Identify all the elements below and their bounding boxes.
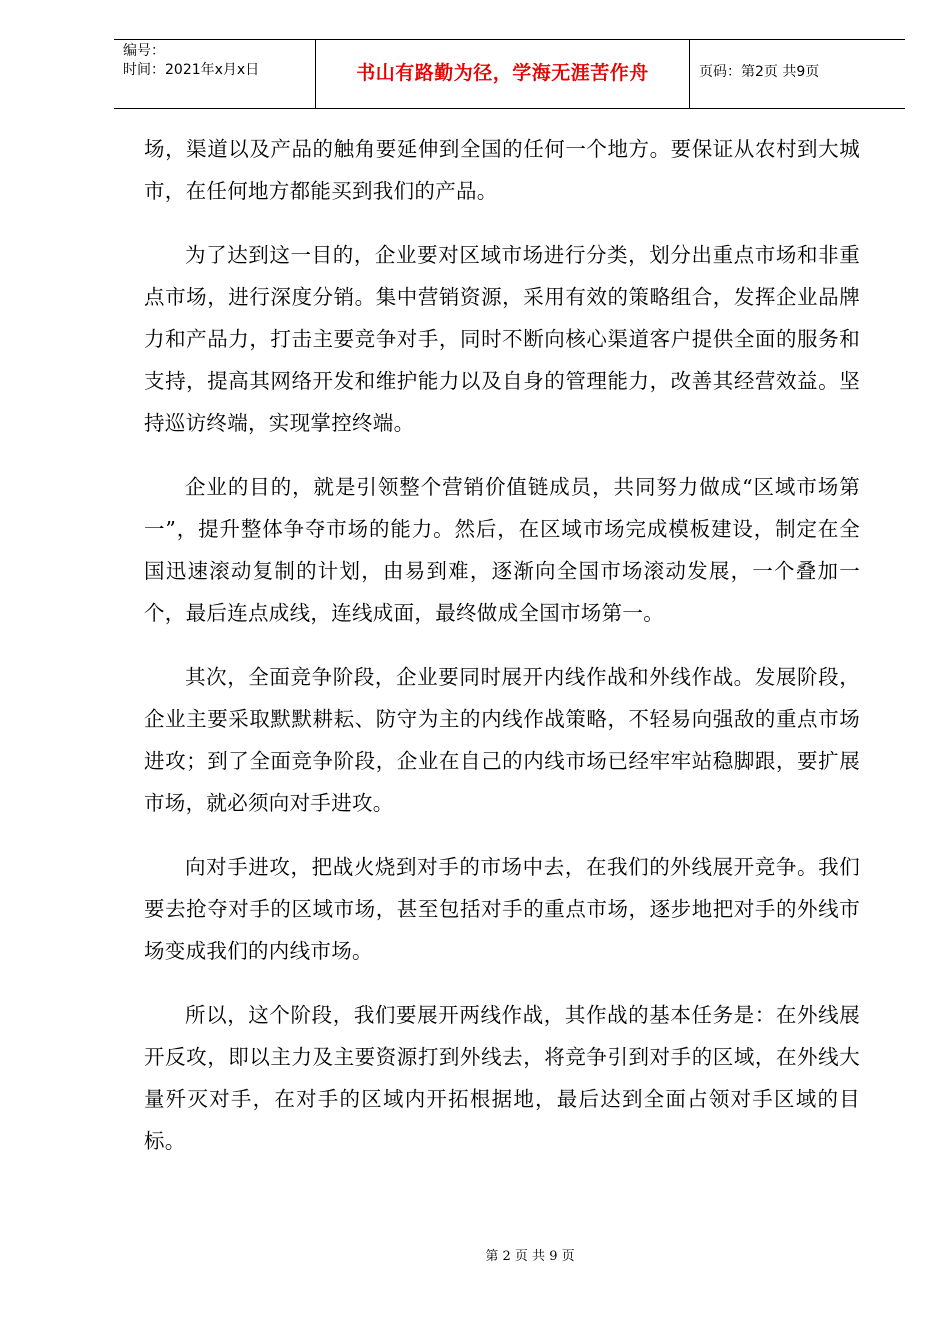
paragraph-1: 场，渠道以及产品的触角要延伸到全国的任何一个地方。要保证从农村到大城市，在任何地方都能买到我们的产品。 bbox=[144, 137, 860, 203]
time-label: 时间：2021年x月x日 bbox=[123, 62, 260, 78]
paragraph-6: 所以，这个阶段，我们要展开两线作战，其作战的基本任务是：在外线展开反攻，即以主力及主要资源打到外线去，将竞争引到对手的区域，在外线大量歼灭对手，在对手的区域内开拓根据地，最后达到全面占领对手区域的目标。 bbox=[144, 1003, 860, 1153]
header-motto: 书山有路勤为径，学海无涯苦作舟 bbox=[316, 40, 690, 108]
document-body bbox=[144, 128, 860, 1184]
paragraph-5: 向对手进攻，把战火烧到对手的市场中去，在我们的外线展开竞争。我们要去抢夺对手的区域市场，甚至包括对手的重点市场，逐步地把对手的外线市场变成我们的内线市场。 bbox=[144, 855, 860, 963]
paragraph-4: 其次，全面竞争阶段，企业要同时展开内线作战和外线作战。发展阶段，企业主要采取默默耕耘、防守为主的内线作战策略，不轻易向强敌的重点市场进攻；到了全面竞争阶段，企业在自己的内线市场已经牢牢站稳脚跟，要扩展市场，就必须向对手进攻。 bbox=[144, 665, 860, 815]
paragraph-2: 为了达到这一目的，企业要对区域市场进行分类，划分出重点市场和非重点市场，进行深度分销。集中营销资源，采用有效的策略组合，发挥企业品牌力和产品力，打击主要竞争对手，同时不断向核心渠道客户提供全面的服务和支持，提高其网络开发和维护能力以及自身的管理能力，改善其经营效益。坚持巡访终端，实现掌控终端。 bbox=[144, 243, 860, 435]
page-footer: 第 2 页 共 9 页 bbox=[485, 1249, 575, 1264]
header-meta bbox=[114, 40, 316, 108]
id-label: 编号： bbox=[123, 43, 165, 59]
document-header bbox=[114, 39, 905, 109]
paragraph-3: 企业的目的，就是引领整个营销价值链成员，共同努力做成“区域市场第一”，提升整体争夺市场的能力。然后，在区域市场完成模板建设，制定在全国迅速滚动复制的计划，由易到难，逐渐向全国市场滚动发展，一个叠加一个，最后连点成线，连线成面，最终做成全国市场第一。 bbox=[144, 475, 860, 625]
header-page-info: 页码：第2页 共9页 bbox=[699, 64, 820, 80]
